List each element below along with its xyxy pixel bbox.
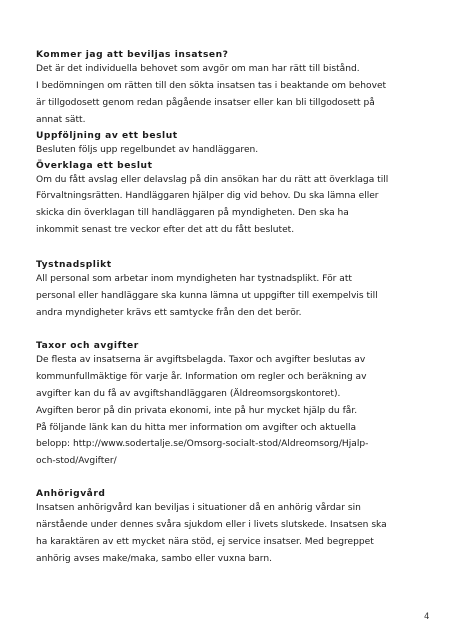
paragraph-overklaga [36, 172, 426, 240]
text-line: kommunfullmäktige för varje år. Information om regler och beräkning av [36, 371, 367, 382]
spacer [36, 322, 426, 340]
text-line: närstående under dennes svåra sjukdom eller i livets slutskede. Insatsen ska [36, 520, 387, 531]
paragraph-tystnadsplikt [36, 271, 426, 322]
page-number: 4 [424, 612, 430, 622]
text-line: På följande länk kan du hitta mer information om avgifter och aktuella [36, 422, 357, 433]
spacer [36, 239, 426, 259]
text-line: anhörig avses make/maka, sambo eller vuxna barn. [36, 553, 273, 564]
heading-beviljas: Kommer jag att beviljas insatsen? [36, 50, 229, 60]
spacer [36, 470, 426, 488]
text-line: I bedömningen om rätten till den sökta insatsen tas i beaktande om behovet [36, 80, 387, 91]
text-line: är tillgodosett genom redan pågående insatser eller kan bli tillgodosett på [36, 97, 375, 108]
text-line: Besluten följs upp regelbundet av handläggaren. [36, 144, 259, 155]
text-line: Det är det individuella behovet som avgör om man har rätt till bistånd. [36, 64, 360, 74]
text-line: ha karaktären av ett mycket nära stöd, ej service insatser. Med begreppet [36, 537, 374, 548]
text-line: Insatsen anhörigvård kan beviljas i situationer då en anhörig vårdar sin [36, 503, 361, 514]
paragraph-beviljas [36, 61, 426, 129]
paragraph-anhorigvard [36, 500, 426, 568]
text-line: Om du fått avslag eller delavslag på din ansökan har du rätt att överklaga till [36, 174, 389, 185]
heading-anhorigvard: Anhörigvård [36, 489, 106, 500]
paragraph-taxor [36, 352, 426, 470]
heading-uppfoljning: Uppföljning av ett beslut [36, 130, 178, 141]
heading-tystnadsplikt: Tystnadsplikt [36, 260, 112, 271]
text-line: skicka din överklagan till handläggaren på myndigheten. Den ska ha [36, 208, 349, 219]
text-line: personal eller handläggare ska kunna lämna ut uppgifter till exempelvis till [36, 291, 378, 302]
text-line: All personal som arbetar inom myndigheten har tystnadsplikt. För att [36, 274, 352, 285]
heading-overklaga: Överklaga ett beslut [36, 160, 153, 171]
text-line: andra myndigheter krävs ett samtycke från den det berör. [36, 307, 302, 318]
text-line: belopp: http://www.sodertalje.se/Omsorg-socialt-stod/Aldreomsorg/Hjalp- [36, 439, 369, 450]
text-line: avgifter kan du få av avgiftshandläggaren (Äldreomsorgskontoret). [36, 388, 341, 399]
text-line: annat sätt. [36, 114, 86, 125]
heading-taxor: Taxor och avgifter [36, 340, 139, 351]
text-line: Förvaltningsrätten. Handläggaren hjälper dig vid behov. Du ska lämna eller [36, 191, 379, 202]
text-line: Avgiften beror på din privata ekonomi, inte på hur mycket hjälp du får. [36, 405, 358, 416]
text-line: inkommit senast tre veckor efter det att du fått beslutet. [36, 225, 295, 236]
text-line: De flesta av insatserna är avgiftsbelagda. Taxor och avgifter beslutas av [36, 354, 366, 365]
text-line: och-stod/Avgifter/ [36, 456, 117, 467]
paragraph-uppfoljning [36, 142, 426, 159]
page-content [36, 49, 426, 568]
